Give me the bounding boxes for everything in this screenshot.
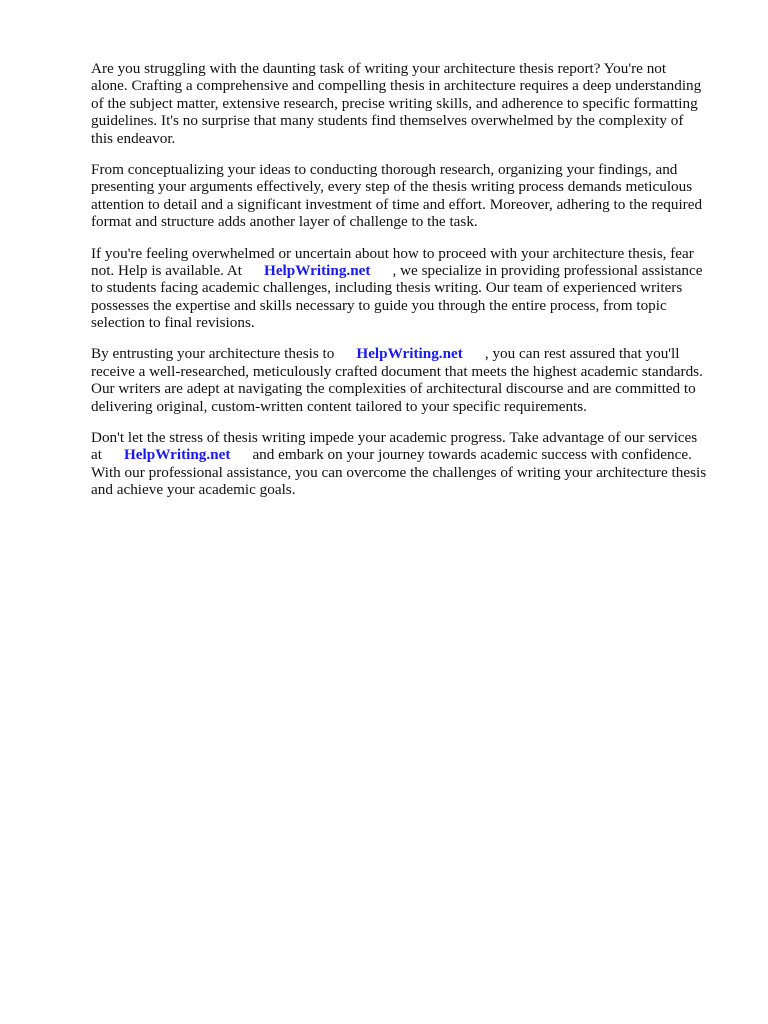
text-line: If you're feeling overwhelmed or uncertain about how to proceed with your architecture thesis, fear <box>91 244 694 262</box>
text-line: selection to final revisions. <box>91 314 255 332</box>
text-segment: By entrusting your architecture thesis to <box>91 345 335 363</box>
text-segment: , you can rest assured that you'll <box>484 345 680 363</box>
paragraph-2 <box>91 161 725 231</box>
text-line: delivering original, custom-written content tailored to your specific requirements. <box>91 397 587 415</box>
text-line: presenting your arguments effectively, every step of the thesis writing process demands meticulous <box>91 178 693 196</box>
paragraph-1 <box>91 60 725 147</box>
text-line-with-link <box>91 345 725 362</box>
text-line: possesses the expertise and skills necessary to guide you through the entire process, from topic <box>91 296 667 314</box>
text-line: From conceptualizing your ideas to conducting thorough research, organizing your findings, and <box>91 160 678 178</box>
document-body <box>91 60 725 513</box>
text-line: Don't let the stress of thesis writing impede your academic progress. Take advantage of our services <box>91 429 698 447</box>
helpwriting-link[interactable]: HelpWriting.net <box>356 345 463 363</box>
text-line: format and structure adds another layer of challenge to the task. <box>91 213 478 231</box>
text-line: this endeavor. <box>91 129 176 147</box>
helpwriting-link[interactable]: HelpWriting.net <box>264 261 371 279</box>
text-line: alone. Crafting a comprehensive and compelling thesis in architecture requires a deep understanding <box>91 77 702 95</box>
text-line: of the subject matter, extensive research, precise writing skills, and adherence to specific formatting <box>91 94 698 112</box>
helpwriting-link[interactable]: HelpWriting.net <box>123 446 231 464</box>
text-line: guidelines. It's no surprise that many students find themselves overwhelmed by the complexity of <box>91 112 684 130</box>
text-segment: at <box>91 446 102 464</box>
text-segment: , we specialize in providing professional assistance <box>392 261 703 279</box>
text-line: and achieve your academic goals. <box>91 481 296 499</box>
paragraph-5 <box>91 429 725 499</box>
text-line: Are you struggling with the daunting task of writing your architecture thesis report? You're not <box>91 60 667 77</box>
text-line: Our writers are adept at navigating the complexities of architectural discourse and are committed to <box>91 380 696 398</box>
text-segment: not. Help is available. At <box>91 261 242 279</box>
text-line: attention to detail and a significant investment of time and effort. Moreover, adhering to the required <box>91 195 703 213</box>
text-line: to students facing academic challenges, including thesis writing. Our team of experienced writers <box>91 279 683 297</box>
text-segment: and embark on your journey towards academic success with confidence. <box>252 446 692 464</box>
text-line: receive a well-researched, meticulously crafted document that meets the highest academic standards. <box>91 362 703 380</box>
text-line: With our professional assistance, you can overcome the challenges of writing your architecture thesis <box>91 463 707 481</box>
text-line-with-link <box>91 446 725 463</box>
paragraph-3 <box>91 245 725 332</box>
text-line-with-link <box>91 262 725 279</box>
paragraph-4 <box>91 345 725 415</box>
